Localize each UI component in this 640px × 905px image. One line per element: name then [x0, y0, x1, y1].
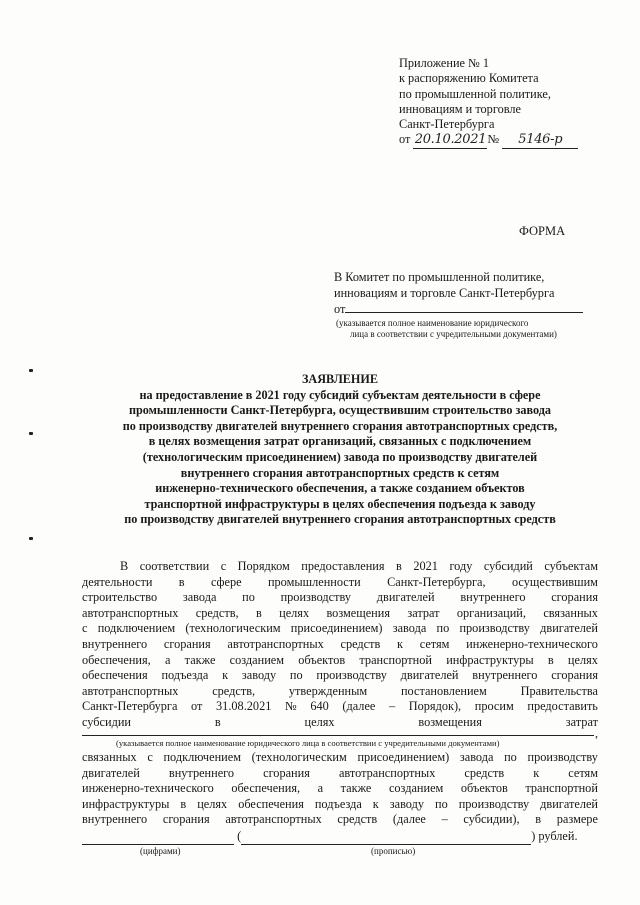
appendix-block: [399, 56, 578, 148]
amount-digits-blank: [82, 832, 234, 845]
body-line: внутреннего сгорания автотранспортных средств (далее – субсидии), в размере: [82, 812, 598, 827]
statement-title: [60, 372, 620, 528]
title-line: на предоставление в 2021 году субсидий субъектам деятельности в сфере: [139, 387, 541, 402]
title-line: по производству двигателей внутреннего сгорания автотранспортных средств: [124, 512, 556, 527]
body-line: обеспечения подъезда к заводу по производству двигателей внутреннего сгорания: [82, 668, 598, 683]
body-line: двигателей внутреннего сгорания автотранспортных средств к сетям: [82, 765, 598, 780]
appendix-line: инновациям и торговле: [399, 101, 521, 116]
currency-label: рублей.: [538, 829, 578, 843]
title-line: промышленности Санкт-Петербурга, осуществившим строительство завода: [128, 403, 552, 418]
body-line: автотранспортных средств, утвержденным постановлением Правительства: [82, 683, 598, 698]
form-label: ФОРМА: [519, 224, 566, 238]
body-paragraph: [82, 559, 598, 731]
body-paragraph: [82, 750, 598, 828]
margin-mark: [29, 369, 33, 372]
margin-mark: [29, 537, 33, 540]
title-line: инженерно-технического обеспечения, а также созданием объектов: [155, 481, 525, 496]
body-line: внутреннего сгорания автотранспортных средств к сетям инженерно-технического: [82, 636, 598, 651]
amount-words-blank: [241, 832, 531, 845]
title-line: транспортной инфраструктуры в целях обеспечения подъезда к заводу: [144, 496, 536, 511]
addressee-line: В Комитет по промышленной политике,: [334, 270, 545, 284]
words-hint: (прописью): [371, 846, 416, 856]
body-line: обеспечения, а также созданием объектов транспортной инфраструктуры в целях: [82, 652, 598, 667]
body-line: связанных с подключением (технологическим присоединением) завода по производству: [82, 750, 598, 764]
title-heading: ЗАЯВЛЕНИЕ: [302, 372, 378, 386]
body-line: автотранспортных средств, в целях возмещения затрат организаций, связанных: [82, 605, 598, 620]
date-prefix: от: [399, 132, 411, 147]
margin-mark: [29, 432, 33, 435]
body-line: инфраструктуры в целях обеспечения подъезда к заводу по производству двигателей: [82, 796, 598, 811]
title-line: в целях возмещения затрат организаций, связанных с подключением: [148, 434, 532, 449]
title-line: внутреннего сгорания автотранспортных средств к сетям: [180, 465, 500, 480]
title-line: по производству двигателей внутреннего сгорания автотранспортных средств,: [122, 418, 558, 433]
title-line: (технологическим присоединением) завода по производству двигателей: [142, 449, 538, 464]
appendix-date-line: [399, 132, 578, 147]
addressee-hint: (указывается полное наименование юридического: [336, 317, 529, 328]
appendix-line: к распоряжению Комитета: [399, 71, 539, 86]
handwritten-number: 5146-р: [502, 132, 578, 148]
body-line: с подключением (технологическим присоединением) завода по производству двигателей: [82, 621, 598, 636]
body-line: деятельности в сфере промышленности Санкт-Петербурга, осуществившим: [82, 574, 598, 589]
number-prefix: №: [487, 132, 500, 147]
appendix-line: Санкт-Петербурга: [399, 117, 495, 132]
body-line: Санкт-Петербурга от 31.08.2021 № 640 (далее – Порядок), просим предоставить: [82, 699, 598, 714]
body-line: инженерно-технического обеспечения, а также созданием объектов транспортной: [82, 781, 598, 796]
addressee-hint: лица в соответствии с учредительными документами): [350, 329, 557, 339]
legal-entity-blank: [82, 734, 594, 736]
addressee-block: [334, 270, 583, 341]
appendix-line: Приложение № 1: [399, 56, 490, 70]
addressee-line: инновациям и торговле Санкт-Петербурга: [334, 285, 555, 300]
body-line: субсидии в целях возмещения затрат: [82, 714, 598, 729]
digits-hint: (цифрами): [140, 846, 181, 856]
appendix-line: по промышленной политике,: [399, 86, 551, 101]
body-line: В соответствии с Порядком предоставления в 2021 году субсидий субъектам: [120, 559, 598, 573]
body-line: строительство завода по производству двигателей внутреннего сгорания: [82, 590, 598, 605]
comma: ,: [595, 726, 598, 740]
legal-entity-hint: (указывается полное наименование юридического лица в соответствии с учредительными документами): [116, 738, 500, 748]
from-blank: [345, 301, 583, 313]
from-line: [334, 301, 583, 318]
handwritten-date: 20.10.2021: [414, 132, 487, 148]
from-label: от: [334, 302, 346, 316]
amount-line: ( ) рублей.: [82, 829, 578, 845]
